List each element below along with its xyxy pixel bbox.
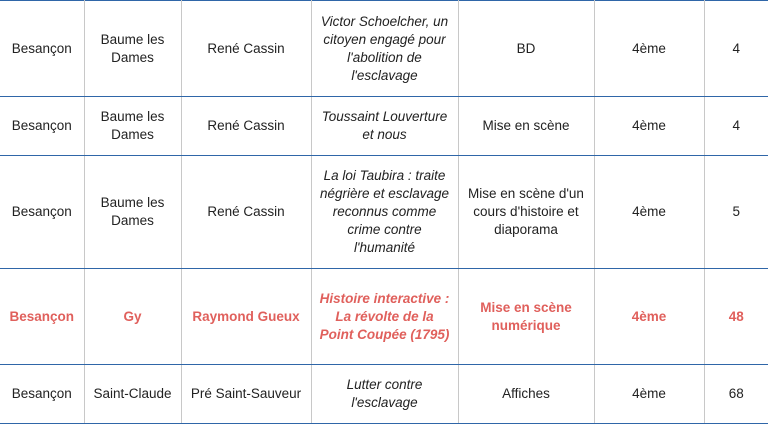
count-cell: 4 <box>704 97 768 156</box>
city-cell: Besançon <box>0 97 84 156</box>
project-title-cell: Toussaint Louverture et nous <box>311 97 458 156</box>
project-title-cell: Victor Schoelcher, un citoyen engagé pour l'abolition de l'esclavage <box>311 1 458 97</box>
count-cell: 4 <box>704 1 768 97</box>
table-row <box>0 365 768 424</box>
project-title-cell: Histoire interactive : La révolte de la Point Coupée (1795) <box>311 269 458 365</box>
format-cell: Mise en scène <box>458 97 594 156</box>
project-title-cell: La loi Taubira : traite négrière et esclavage reconnus comme crime contre l'humanité <box>311 156 458 269</box>
level-cell: 4ème <box>594 97 704 156</box>
town-cell: Baume les Dames <box>84 156 181 269</box>
format-cell: Mise en scène numérique <box>458 269 594 365</box>
table-row <box>0 1 768 97</box>
school-cell: René Cassin <box>181 156 311 269</box>
school-cell: Pré Saint-Sauveur <box>181 365 311 424</box>
level-cell: 4ème <box>594 156 704 269</box>
format-cell: BD <box>458 1 594 97</box>
city-cell: Besançon <box>0 365 84 424</box>
school-cell: René Cassin <box>181 97 311 156</box>
count-cell: 48 <box>704 269 768 365</box>
town-cell: Baume les Dames <box>84 97 181 156</box>
table-row <box>0 156 768 269</box>
level-cell: 4ème <box>594 365 704 424</box>
city-cell: Besançon <box>0 269 84 365</box>
format-cell: Mise en scène d'un cours d'histoire et diaporama <box>458 156 594 269</box>
level-cell: 4ème <box>594 269 704 365</box>
level-cell: 4ème <box>594 1 704 97</box>
city-cell: Besançon <box>0 156 84 269</box>
city-cell: Besançon <box>0 1 84 97</box>
count-cell: 68 <box>704 365 768 424</box>
town-cell: Gy <box>84 269 181 365</box>
town-cell: Baume les Dames <box>84 1 181 97</box>
school-cell: Raymond Gueux <box>181 269 311 365</box>
town-cell: Saint-Claude <box>84 365 181 424</box>
format-cell: Affiches <box>458 365 594 424</box>
count-cell: 5 <box>704 156 768 269</box>
project-title-cell: Lutter contre l'esclavage <box>311 365 458 424</box>
school-cell: René Cassin <box>181 1 311 97</box>
table-row-highlighted <box>0 269 768 365</box>
table-row <box>0 97 768 156</box>
